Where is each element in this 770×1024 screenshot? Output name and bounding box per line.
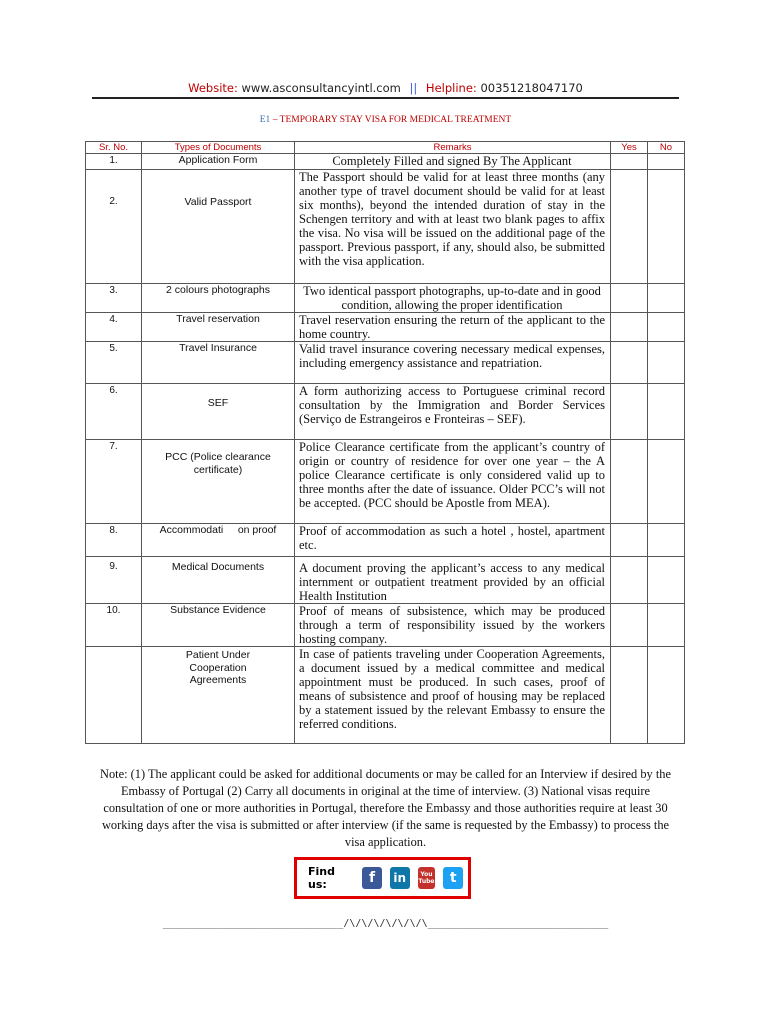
no-checkbox-cell[interactable] — [648, 440, 685, 524]
header-separator: || — [409, 81, 418, 95]
yes-checkbox-cell[interactable] — [611, 440, 648, 524]
document-type: Accommodati on proof — [142, 524, 295, 557]
website-label: Website: — [188, 81, 238, 95]
column-header-remarks: Remarks — [295, 142, 611, 154]
no-checkbox-cell[interactable] — [648, 524, 685, 557]
document-remarks: A form authorizing access to Portuguese criminal record consultation by the Immigration and Border Services (Serviço de Estrangeiros e Fronteiras – SEF). — [295, 384, 611, 440]
document-remarks: Proof of means of subsistence, which may be produced through a term of responsibility issued by the workers hosting company. — [295, 604, 611, 647]
document-type: Medical Documents — [142, 557, 295, 604]
row-number — [86, 647, 142, 744]
document-remarks: A document proving the applicant’s access to any medical internment or outpatient treatment provided by an official Health Institution — [295, 557, 611, 604]
document-remarks: Travel reservation ensuring the return of the applicant to the home country. — [295, 313, 611, 342]
table-row — [86, 604, 685, 647]
note-paragraph: Note: (1) The applicant could be asked for additional documents or may be called for an Interview if desired by the Embassy of Portugal (2) Carry all documents in original at the time of interview. (3) National visas require consultation of one or more authorities in Portugal, therefore the Embassy and those authorities require at least 30 working days after the visa is submitted or after interview (if the same is requested by the Embassy) to process the visa application. — [100, 767, 671, 849]
table-row — [86, 313, 685, 342]
table-header-row — [86, 142, 685, 154]
column-header-types: Types of Documents — [142, 142, 295, 154]
row-number: 9. — [86, 557, 142, 604]
table-row — [86, 284, 685, 313]
column-header-no: No — [648, 142, 685, 154]
row-number: 4. — [86, 313, 142, 342]
helpline-label: Helpline: — [425, 81, 477, 95]
no-checkbox-cell[interactable] — [648, 154, 685, 170]
table-row — [86, 154, 685, 170]
row-number: 3. — [86, 284, 142, 313]
document-type: 2 colours photographs — [142, 284, 295, 313]
no-checkbox-cell[interactable] — [648, 342, 685, 384]
document-type: Travel Insurance — [142, 342, 295, 384]
table-row — [86, 384, 685, 440]
youtube-icon[interactable]: You Tube — [418, 867, 436, 889]
yes-checkbox-cell[interactable] — [611, 524, 648, 557]
yes-checkbox-cell[interactable] — [611, 384, 648, 440]
document-type: Travel reservation — [142, 313, 295, 342]
yes-checkbox-cell[interactable] — [611, 342, 648, 384]
row-number: 8. — [86, 524, 142, 557]
table-row — [86, 557, 685, 604]
row-number: 7. — [86, 440, 142, 524]
document-remarks: The Passport should be valid for at least three months (any another type of travel document should be valid for at least six months), beyond the intended duration of stay in the Schengen territory and with at least two blank pages to affix the visa. No visa will be issued on the additional page of the passport. Previous passport, if any, should also, be submitted with the visa application. — [295, 170, 611, 284]
no-checkbox-cell[interactable] — [648, 604, 685, 647]
document-remarks: Valid travel insurance covering necessary medical expenses, including emergency assistance and repatriation. — [295, 342, 611, 384]
website-url[interactable]: www.asconsultancyintl.com — [241, 81, 401, 95]
document-type: PCC (Police clearance certificate) — [142, 440, 295, 524]
form-title — [92, 115, 679, 125]
table-row — [86, 342, 685, 384]
page-header — [92, 81, 679, 95]
document-type: Valid Passport — [142, 170, 295, 284]
yes-checkbox-cell[interactable] — [611, 154, 648, 170]
document-type: Application Form — [142, 154, 295, 170]
social-links-box — [294, 857, 471, 899]
row-number: 5. — [86, 342, 142, 384]
document-type: Substance Evidence — [142, 604, 295, 647]
column-header-sr-no: Sr. No. — [86, 142, 142, 154]
table-row — [86, 524, 685, 557]
header-divider — [92, 97, 679, 99]
document-remarks: Police Clearance certificate from the applicant’s country of origin or country of residence for over one year – the A police Clearance certificate is only considered valid up to three months after the date of issuance. Older PCC’s will not be accepted. (PCC should be Apostle from MEA). — [295, 440, 611, 524]
row-number: 6. — [86, 384, 142, 440]
form-title-text: – TEMPORARY STAY VISA FOR MEDICAL TREATMENT — [272, 115, 512, 125]
yes-checkbox-cell[interactable] — [611, 647, 648, 744]
no-checkbox-cell[interactable] — [648, 384, 685, 440]
yes-checkbox-cell[interactable] — [611, 284, 648, 313]
row-number: 10. — [86, 604, 142, 647]
row-number: 2. — [86, 170, 142, 284]
yes-checkbox-cell[interactable] — [611, 604, 648, 647]
facebook-icon[interactable]: f — [362, 867, 382, 889]
column-header-yes: Yes — [611, 142, 648, 154]
no-checkbox-cell[interactable] — [648, 313, 685, 342]
yes-checkbox-cell[interactable] — [611, 557, 648, 604]
document-type: SEF — [142, 384, 295, 440]
document-remarks: Two identical passport photographs, up-to-date and in good condition, allowing the proper identification — [295, 284, 611, 313]
document-type: Patient Under Cooperation Agreements — [142, 647, 295, 744]
yes-checkbox-cell[interactable] — [611, 313, 648, 342]
no-checkbox-cell[interactable] — [648, 647, 685, 744]
row-number: 1. — [86, 154, 142, 170]
no-checkbox-cell[interactable] — [648, 284, 685, 313]
form-code: E1 — [259, 115, 271, 125]
document-remarks: In case of patients traveling under Cooperation Agreements, a document issued by a medical committee and medical appointment must be produced. In such cases, proof of means of subsistence and proof of housing may be replaced by a statement issued by the relevant Embassy to ensure the referred conditions. — [295, 647, 611, 744]
table-row — [86, 440, 685, 524]
table-row — [86, 647, 685, 744]
helpline-number: 00351218047170 — [480, 81, 583, 95]
no-checkbox-cell[interactable] — [648, 170, 685, 284]
find-us-label: Find us: — [308, 865, 335, 891]
linkedin-icon[interactable]: in — [390, 867, 410, 889]
twitter-icon[interactable]: t — [443, 867, 463, 889]
table-row — [86, 170, 685, 284]
footer-decoration: ______________________________/\/\/\/\/\/\/\______________________________ — [162, 918, 609, 929]
document-remarks: Proof of accommodation as such a hotel , hostel, apartment etc. — [295, 524, 611, 557]
yes-checkbox-cell[interactable] — [611, 170, 648, 284]
documents-table — [85, 141, 685, 744]
document-remarks: Completely Filled and signed By The Applicant — [295, 154, 611, 170]
no-checkbox-cell[interactable] — [648, 557, 685, 604]
